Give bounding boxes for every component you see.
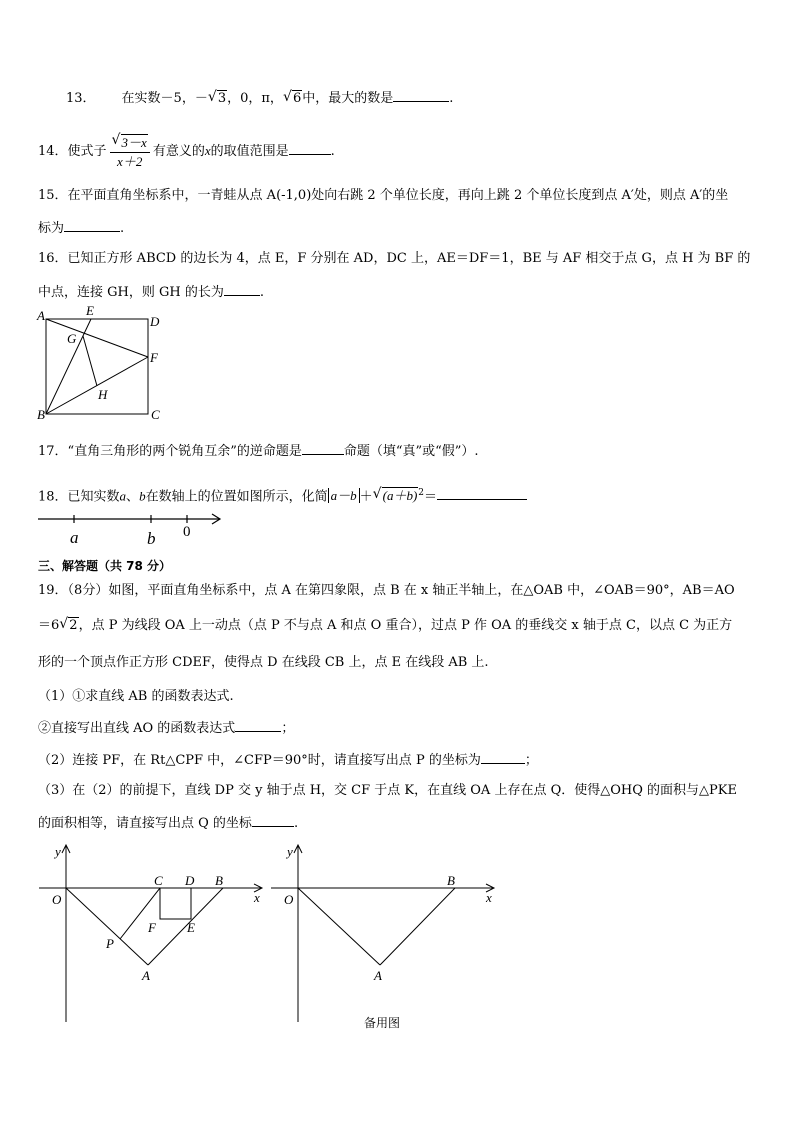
fig2-label-x: x xyxy=(486,890,492,905)
square-cdef xyxy=(160,888,191,919)
question-15-line1: 15．在平面直角坐标系中，一青蛙从点 A(-1,0)处向右跳 2 个单位长度，再向上跳 2 个单位长度到点 A′处，则点 A′的坐 xyxy=(38,188,729,203)
fig2-label-y: y xyxy=(287,844,293,859)
axis-label-b: b xyxy=(147,529,156,548)
fig1-label-B: B xyxy=(215,873,223,888)
q13-text-mid: ，0，π， xyxy=(227,91,283,106)
question-19-line2: ＝6 √ 2，点 P 为线段 OA 上一动点（点 P 不与点 A 和点 O 重合），过点 P 作 OA 的垂线交 x 轴于点 C，以点 C 为正方 xyxy=(38,616,733,633)
axis-label-a: a xyxy=(70,528,79,547)
segment-af xyxy=(46,319,148,357)
label-E: E xyxy=(86,305,94,318)
label-H: H xyxy=(98,387,108,402)
fig1-label-y: y xyxy=(55,844,61,859)
q19-figure-spare xyxy=(268,842,508,1027)
question-17: 17．“直角三角形的两个锐角互余”的逆命题是 命题（填“真”或“假”）. xyxy=(38,444,479,459)
q19-figure-main xyxy=(36,842,276,1027)
q19-ao-blank[interactable] xyxy=(235,719,281,732)
label-B: B xyxy=(37,407,45,420)
fig1-label-E: E xyxy=(187,920,195,935)
question-19-part2: （2）连接 PF，在 Rt△CPF 中，∠CFP＝90°时，请直接写出点 P 的坐标为 ； xyxy=(38,753,538,768)
question-13: 13． 在实数－5，－ √ 3，0，π， √ 6中，最大的数是 . xyxy=(66,89,454,106)
segment-oa xyxy=(66,888,148,965)
fig1-label-D: D xyxy=(185,873,195,888)
q18-number-line xyxy=(36,508,236,550)
q15-answer-blank[interactable] xyxy=(64,219,120,232)
q14-answer-blank[interactable] xyxy=(289,142,331,155)
segment-ab xyxy=(148,888,223,965)
q16-square-figure xyxy=(36,305,166,420)
fig2-label-A: A xyxy=(374,968,382,983)
fig1-label-x: x xyxy=(254,890,260,905)
q13-sqrt3: √ 3 xyxy=(207,89,227,106)
fig1-label-A: A xyxy=(142,968,150,983)
question-19-line3: 形的一个顶点作正方形 CDEF，使得点 D 在线段 CB 上，点 E 在线段 AB 上. xyxy=(38,655,489,670)
question-16-line2: 中点，连接 GH，则 GH 的长为 . xyxy=(38,285,264,300)
q18-answer-blank[interactable] xyxy=(437,487,527,500)
segment-gh xyxy=(83,336,97,386)
question-14: 14．使式子 √ 3－x x＋2 有意义的x的取值范围是 . xyxy=(38,131,335,169)
fig2-label-B: B xyxy=(447,873,455,888)
q19-q-blank[interactable] xyxy=(252,814,294,827)
q18-sqrt: √ (a＋b) xyxy=(372,486,418,504)
section-heading: 三、解答题（共 78 分） xyxy=(38,559,172,573)
q13-sqrt6: √ 6 xyxy=(282,89,302,106)
fig2-label-O: O xyxy=(284,892,294,907)
question-19-line1: 19．（8分）如图，平面直角坐标系中，点 A 在第四象限，点 B 在 x 轴正半轴上，在△OAB 中，∠OAB＝90°，AB＝AO xyxy=(38,583,735,598)
label-D: D xyxy=(150,314,160,329)
q14-text-post: 有意义的 xyxy=(152,144,205,159)
q17-answer-blank[interactable] xyxy=(302,442,344,455)
question-19-part1: （1）①求直线 AB 的函数表达式. xyxy=(38,689,234,704)
q13-number: 13． xyxy=(66,91,96,106)
question-18: 18．已知实数a、b在数轴上的位置如图所示，化简 a－b ＋ √ $(a+b)^2=$ xyxy=(38,483,527,507)
square-abcd xyxy=(46,319,148,414)
label-A: A xyxy=(37,308,45,323)
segment-ab xyxy=(380,888,455,965)
q16-answer-blank[interactable] xyxy=(224,283,260,296)
q13-text-post: 中，最大的数是 xyxy=(302,91,394,106)
figure-caption: 备用图 xyxy=(364,1016,401,1030)
fig1-label-C: C xyxy=(154,873,163,888)
question-19-part3b: 的面积相等，请直接写出点 Q 的坐标 . xyxy=(38,816,299,831)
q14-text-pre: 14．使式子 xyxy=(38,144,107,159)
question-19-part3a: （3）在（2）的前提下，直线 DP 交 y 轴于点 H，交 CF 于点 K，在直线 OA 上存在点 Q．使得△OHQ 的面积与△PKE xyxy=(38,783,737,798)
question-16-line1: 16．已知正方形 ABCD 的边长为 4，点 E，F 分别在 AD，DC 上，AE＝DF＝1，BE 与 AF 相交于点 G，点 H 为 BF 的 xyxy=(38,251,751,266)
fig1-label-F: F xyxy=(148,920,156,935)
q13-answer-blank[interactable] xyxy=(393,89,449,102)
q19-p-blank[interactable] xyxy=(481,751,525,764)
q14-fraction: √ 3－x x＋2 xyxy=(110,134,150,170)
axis-label-zero: 0 xyxy=(183,524,191,540)
q18-abs: a－b xyxy=(328,488,360,503)
label-G: G xyxy=(67,331,77,346)
segment-oa xyxy=(298,888,380,965)
fig1-label-P: P xyxy=(106,936,114,951)
label-C: C xyxy=(151,407,160,420)
question-15-line2: 标为 . xyxy=(38,221,125,236)
q13-text-pre: 在实数－5，－ xyxy=(121,91,208,106)
question-19-part1b: ②直接写出直线 AO 的函数表达式 ； xyxy=(38,721,295,736)
fig1-label-O: O xyxy=(52,892,62,907)
label-F: F xyxy=(150,350,158,365)
